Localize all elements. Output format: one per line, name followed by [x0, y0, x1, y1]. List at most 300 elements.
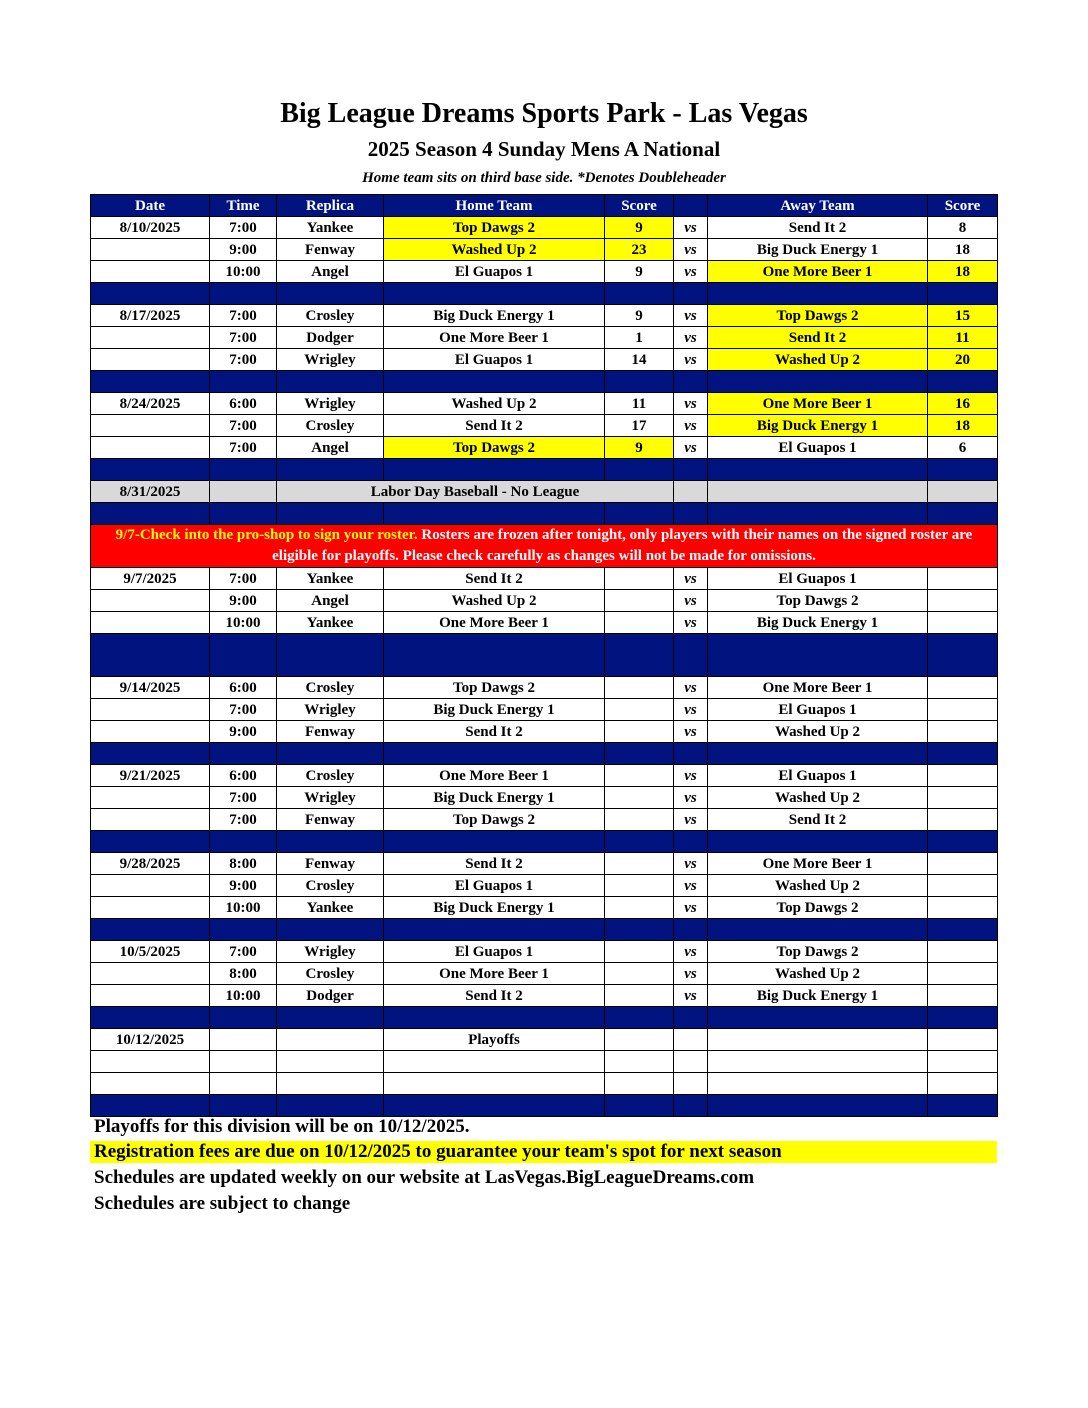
home-team-cell: Top Dawgs 2	[384, 437, 605, 459]
holiday-row	[91, 481, 998, 503]
footer-playoffs-text: Playoffs for this division will be on 10/12/2025.	[94, 1116, 470, 1137]
away-team-cell: Big Duck Energy 1	[708, 239, 928, 261]
away-score-cell	[928, 853, 998, 875]
time-cell: 6:00	[210, 393, 277, 415]
separator-cell	[277, 634, 384, 677]
field-cell: Yankee	[277, 612, 384, 634]
away-score-cell: 8	[928, 217, 998, 239]
time-cell: 6:00	[210, 677, 277, 699]
col-header-vs	[674, 195, 708, 217]
date-cell	[91, 875, 210, 897]
time-cell: 10:00	[210, 261, 277, 283]
away-team-cell: Washed Up 2	[708, 875, 928, 897]
time-cell: 10:00	[210, 612, 277, 634]
date-cell: 8/24/2025	[91, 393, 210, 415]
date-cell	[91, 239, 210, 261]
field-cell: Angel	[277, 261, 384, 283]
col-header-away-team: Away Team	[708, 195, 928, 217]
separator-cell	[210, 919, 277, 941]
home-team-cell: El Guapos 1	[384, 349, 605, 371]
game-row	[91, 217, 998, 239]
home-team-cell: Top Dawgs 2	[384, 677, 605, 699]
separator-cell	[384, 1095, 605, 1117]
separator-cell	[210, 743, 277, 765]
home-score-cell	[605, 853, 674, 875]
vs-cell: vs	[674, 437, 708, 459]
home-team-cell	[384, 1051, 605, 1073]
away-team-cell	[708, 1029, 928, 1051]
home-team-cell: Send It 2	[384, 415, 605, 437]
away-score-cell	[928, 612, 998, 634]
game-row	[91, 415, 998, 437]
home-score-cell: 14	[605, 349, 674, 371]
home-score-cell: 9	[605, 437, 674, 459]
game-row	[91, 261, 998, 283]
separator-cell	[277, 831, 384, 853]
time-cell: 7:00	[210, 809, 277, 831]
separator-cell	[605, 1007, 674, 1029]
footer-website-line	[90, 1167, 997, 1189]
home-team-cell: El Guapos 1	[384, 941, 605, 963]
field-cell: Wrigley	[277, 349, 384, 371]
game-row	[91, 809, 998, 831]
separator-cell	[277, 919, 384, 941]
away-score-cell: 18	[928, 415, 998, 437]
date-cell	[91, 985, 210, 1007]
time-cell: 10:00	[210, 985, 277, 1007]
game-row	[91, 590, 998, 612]
separator-cell	[605, 634, 674, 677]
home-team-cell: Send It 2	[384, 568, 605, 590]
time-cell: 7:00	[210, 699, 277, 721]
week-separator-row	[91, 371, 998, 393]
separator-cell	[928, 371, 998, 393]
vs-cell: vs	[674, 787, 708, 809]
away-score-cell	[928, 590, 998, 612]
separator-cell	[605, 831, 674, 853]
field-cell: Wrigley	[277, 787, 384, 809]
game-row	[91, 875, 998, 897]
home-team-cell: Send It 2	[384, 721, 605, 743]
vs-cell: vs	[674, 349, 708, 371]
separator-cell	[91, 1095, 210, 1117]
separator-cell	[928, 743, 998, 765]
game-row	[91, 963, 998, 985]
away-team-cell: Top Dawgs 2	[708, 590, 928, 612]
separator-cell	[277, 283, 384, 305]
col-header-home-score: Score	[605, 195, 674, 217]
field-cell: Fenway	[277, 721, 384, 743]
home-score-cell	[605, 568, 674, 590]
away-team-cell: Send It 2	[708, 809, 928, 831]
home-score-cell	[605, 1029, 674, 1051]
away-team-cell: One More Beer 1	[708, 261, 928, 283]
away-score-cell	[928, 721, 998, 743]
away-team-cell: One More Beer 1	[708, 677, 928, 699]
separator-cell	[674, 1095, 708, 1117]
week-separator-row	[91, 1095, 998, 1117]
col-header-date: Date	[91, 195, 210, 217]
time-cell	[210, 1073, 277, 1095]
home-team-cell: Top Dawgs 2	[384, 809, 605, 831]
home-score-cell	[605, 897, 674, 919]
separator-cell	[708, 919, 928, 941]
time-cell	[210, 1029, 277, 1051]
time-cell: 10:00	[210, 897, 277, 919]
vs-cell: vs	[674, 875, 708, 897]
separator-cell	[210, 831, 277, 853]
home-team-cell: One More Beer 1	[384, 765, 605, 787]
date-cell	[91, 699, 210, 721]
week-separator-row	[91, 743, 998, 765]
game-row	[91, 568, 998, 590]
home-team-cell: El Guapos 1	[384, 875, 605, 897]
separator-cell	[674, 1007, 708, 1029]
home-team-cell: One More Beer 1	[384, 327, 605, 349]
separator-cell	[91, 459, 210, 481]
date-cell	[91, 349, 210, 371]
time-cell: 8:00	[210, 963, 277, 985]
game-row	[91, 349, 998, 371]
separator-cell	[384, 743, 605, 765]
away-team-cell: Washed Up 2	[708, 349, 928, 371]
separator-cell	[708, 283, 928, 305]
date-cell	[91, 327, 210, 349]
away-team-cell: El Guapos 1	[708, 568, 928, 590]
away-team-cell: Top Dawgs 2	[708, 897, 928, 919]
field-cell: Crosley	[277, 765, 384, 787]
away-team-cell: Send It 2	[708, 217, 928, 239]
separator-cell	[210, 459, 277, 481]
home-score-cell: 11	[605, 393, 674, 415]
away-team-cell: Top Dawgs 2	[708, 305, 928, 327]
vs-cell	[674, 481, 708, 503]
away-team-cell: Top Dawgs 2	[708, 941, 928, 963]
separator-cell	[605, 1095, 674, 1117]
home-score-cell	[605, 963, 674, 985]
away-team-cell: One More Beer 1	[708, 393, 928, 415]
separator-cell	[928, 459, 998, 481]
week-separator-row	[91, 634, 998, 677]
field-cell: Fenway	[277, 853, 384, 875]
date-cell: 8/31/2025	[91, 481, 210, 503]
date-cell: 9/28/2025	[91, 853, 210, 875]
separator-cell	[674, 831, 708, 853]
separator-cell	[210, 371, 277, 393]
away-team-cell	[708, 481, 928, 503]
away-team-cell: Washed Up 2	[708, 963, 928, 985]
col-header-time: Time	[210, 195, 277, 217]
time-cell: 7:00	[210, 327, 277, 349]
separator-cell	[91, 919, 210, 941]
separator-cell	[91, 831, 210, 853]
separator-cell	[277, 503, 384, 525]
vs-cell: vs	[674, 699, 708, 721]
home-score-cell: 1	[605, 327, 674, 349]
vs-cell: vs	[674, 985, 708, 1007]
away-score-cell	[928, 765, 998, 787]
away-score-cell	[928, 677, 998, 699]
footer-registration-text: Registration fees are due on 10/12/2025 to guarantee your team's spot for next season	[94, 1141, 782, 1162]
field-cell	[277, 1029, 384, 1051]
separator-cell	[928, 1095, 998, 1117]
home-score-cell	[605, 787, 674, 809]
time-cell: 7:00	[210, 568, 277, 590]
vs-cell: vs	[674, 327, 708, 349]
holiday-text-cell: Labor Day Baseball - No League	[277, 481, 674, 503]
col-header-away-score: Score	[928, 195, 998, 217]
vs-cell	[674, 1073, 708, 1095]
time-cell: 7:00	[210, 349, 277, 371]
home-score-cell: 9	[605, 261, 674, 283]
separator-cell	[91, 743, 210, 765]
home-team-cell: Big Duck Energy 1	[384, 787, 605, 809]
separator-cell	[91, 283, 210, 305]
away-score-cell	[928, 568, 998, 590]
separator-cell	[384, 634, 605, 677]
vs-cell: vs	[674, 612, 708, 634]
home-score-cell	[605, 1051, 674, 1073]
away-score-cell	[928, 985, 998, 1007]
time-cell: 9:00	[210, 875, 277, 897]
away-score-cell: 18	[928, 239, 998, 261]
week-separator-row	[91, 831, 998, 853]
time-cell: 8:00	[210, 853, 277, 875]
separator-cell	[605, 371, 674, 393]
separator-cell	[210, 634, 277, 677]
time-cell	[210, 1051, 277, 1073]
separator-cell	[384, 919, 605, 941]
home-score-cell	[605, 677, 674, 699]
away-score-cell	[928, 1029, 998, 1051]
away-team-cell: El Guapos 1	[708, 437, 928, 459]
home-score-cell	[605, 590, 674, 612]
footer-registration-line	[90, 1141, 997, 1163]
separator-cell	[674, 503, 708, 525]
field-cell: Crosley	[277, 963, 384, 985]
field-cell: Wrigley	[277, 393, 384, 415]
vs-cell: vs	[674, 765, 708, 787]
vs-cell: vs	[674, 853, 708, 875]
date-cell: 9/21/2025	[91, 765, 210, 787]
time-cell: 7:00	[210, 941, 277, 963]
field-cell: Wrigley	[277, 941, 384, 963]
week-separator-row	[91, 459, 998, 481]
game-row	[91, 1051, 998, 1073]
field-cell: Angel	[277, 437, 384, 459]
away-score-cell: 18	[928, 261, 998, 283]
date-cell	[91, 787, 210, 809]
separator-cell	[210, 1095, 277, 1117]
separator-cell	[277, 459, 384, 481]
date-cell: 8/10/2025	[91, 217, 210, 239]
time-cell: 9:00	[210, 590, 277, 612]
away-team-cell: El Guapos 1	[708, 765, 928, 787]
away-team-cell	[708, 1051, 928, 1073]
home-score-cell	[605, 612, 674, 634]
roster-notice-lead: 9/7-Check into the pro-shop to sign your roster.	[115, 527, 418, 543]
roster-notice-cell	[91, 525, 998, 568]
home-score-cell	[605, 985, 674, 1007]
separator-cell	[708, 371, 928, 393]
separator-cell	[708, 743, 928, 765]
away-team-cell: Send It 2	[708, 327, 928, 349]
vs-cell: vs	[674, 239, 708, 261]
vs-cell: vs	[674, 415, 708, 437]
away-score-cell: 16	[928, 393, 998, 415]
separator-cell	[708, 1007, 928, 1029]
separator-cell	[928, 283, 998, 305]
home-team-cell: Top Dawgs 2	[384, 217, 605, 239]
schedule-body	[91, 217, 998, 1117]
time-cell: 7:00	[210, 305, 277, 327]
home-score-cell	[605, 1073, 674, 1095]
separator-cell	[928, 1007, 998, 1029]
home-team-cell: Send It 2	[384, 985, 605, 1007]
away-score-cell	[928, 875, 998, 897]
home-team-cell	[384, 1073, 605, 1095]
game-row	[91, 897, 998, 919]
separator-cell	[674, 919, 708, 941]
date-cell: 9/7/2025	[91, 568, 210, 590]
separator-cell	[210, 283, 277, 305]
header-note: Home team sits on third base side. *Denotes Doubleheader	[362, 170, 726, 186]
separator-cell	[384, 503, 605, 525]
field-cell: Crosley	[277, 415, 384, 437]
home-team-cell: Washed Up 2	[384, 590, 605, 612]
home-team-cell: Playoffs	[384, 1029, 605, 1051]
away-score-cell	[928, 1073, 998, 1095]
col-header-home-team: Home Team	[384, 195, 605, 217]
game-row	[91, 1029, 998, 1051]
vs-cell: vs	[674, 590, 708, 612]
separator-cell	[605, 459, 674, 481]
separator-cell	[384, 1007, 605, 1029]
date-cell	[91, 437, 210, 459]
separator-cell	[384, 283, 605, 305]
away-score-cell	[928, 963, 998, 985]
separator-cell	[384, 371, 605, 393]
time-cell: 7:00	[210, 787, 277, 809]
date-cell	[91, 261, 210, 283]
separator-cell	[605, 503, 674, 525]
away-team-cell: El Guapos 1	[708, 699, 928, 721]
field-cell: Fenway	[277, 239, 384, 261]
away-score-cell	[928, 699, 998, 721]
page-subtitle: 2025 Season 4 Sunday Mens A National	[367, 137, 721, 161]
footer-change-text: Schedules are subject to change	[94, 1193, 351, 1214]
date-cell	[91, 612, 210, 634]
home-team-cell: Send It 2	[384, 853, 605, 875]
separator-cell	[674, 459, 708, 481]
game-row	[91, 787, 998, 809]
date-cell: 9/14/2025	[91, 677, 210, 699]
game-row	[91, 1073, 998, 1095]
separator-cell	[277, 1007, 384, 1029]
home-score-cell	[605, 765, 674, 787]
home-team-cell: El Guapos 1	[384, 261, 605, 283]
date-cell	[91, 721, 210, 743]
game-row	[91, 699, 998, 721]
footer-website-text: Schedules are updated weekly on our website at LasVegas.BigLeagueDreams.com	[94, 1167, 755, 1188]
separator-cell	[277, 371, 384, 393]
page-title: Big League Dreams Sports Park - Las Vegas	[280, 98, 808, 129]
vs-cell: vs	[674, 963, 708, 985]
separator-cell	[605, 919, 674, 941]
home-team-cell: Big Duck Energy 1	[384, 699, 605, 721]
date-cell: 8/17/2025	[91, 305, 210, 327]
separator-cell	[708, 459, 928, 481]
week-separator-row	[91, 283, 998, 305]
field-cell: Crosley	[277, 677, 384, 699]
home-score-cell	[605, 809, 674, 831]
col-header-replica: Replica	[277, 195, 384, 217]
field-cell: Angel	[277, 590, 384, 612]
separator-cell	[928, 831, 998, 853]
time-cell: 6:00	[210, 765, 277, 787]
date-cell: 10/5/2025	[91, 941, 210, 963]
away-score-cell	[928, 809, 998, 831]
vs-cell: vs	[674, 305, 708, 327]
game-row	[91, 985, 998, 1007]
field-cell	[277, 1051, 384, 1073]
field-cell: Yankee	[277, 217, 384, 239]
separator-cell	[384, 459, 605, 481]
separator-cell	[91, 371, 210, 393]
home-score-cell: 23	[605, 239, 674, 261]
game-row	[91, 327, 998, 349]
game-row	[91, 305, 998, 327]
away-score-cell	[928, 941, 998, 963]
vs-cell: vs	[674, 393, 708, 415]
home-team-cell: One More Beer 1	[384, 963, 605, 985]
away-team-cell: Big Duck Energy 1	[708, 612, 928, 634]
separator-cell	[91, 634, 210, 677]
away-team-cell: Washed Up 2	[708, 787, 928, 809]
home-team-cell: Washed Up 2	[384, 239, 605, 261]
week-separator-row	[91, 919, 998, 941]
game-row	[91, 437, 998, 459]
away-score-cell: 11	[928, 327, 998, 349]
separator-cell	[210, 503, 277, 525]
date-cell	[91, 1051, 210, 1073]
home-score-cell	[605, 875, 674, 897]
separator-cell	[605, 283, 674, 305]
time-cell: 9:00	[210, 239, 277, 261]
time-cell: 9:00	[210, 721, 277, 743]
separator-cell	[605, 743, 674, 765]
field-cell: Dodger	[277, 985, 384, 1007]
date-cell	[91, 963, 210, 985]
away-team-cell: Washed Up 2	[708, 721, 928, 743]
home-team-cell: One More Beer 1	[384, 612, 605, 634]
vs-cell	[674, 1029, 708, 1051]
home-team-cell: Big Duck Energy 1	[384, 305, 605, 327]
separator-cell	[708, 831, 928, 853]
week-separator-row	[91, 1007, 998, 1029]
date-cell	[91, 1073, 210, 1095]
date-cell: 10/12/2025	[91, 1029, 210, 1051]
game-row	[91, 941, 998, 963]
separator-cell	[91, 1007, 210, 1029]
field-cell: Crosley	[277, 305, 384, 327]
vs-cell: vs	[674, 217, 708, 239]
vs-cell	[674, 1051, 708, 1073]
home-score-cell: 9	[605, 217, 674, 239]
field-cell: Dodger	[277, 327, 384, 349]
home-score-cell: 9	[605, 305, 674, 327]
away-score-cell	[928, 481, 998, 503]
